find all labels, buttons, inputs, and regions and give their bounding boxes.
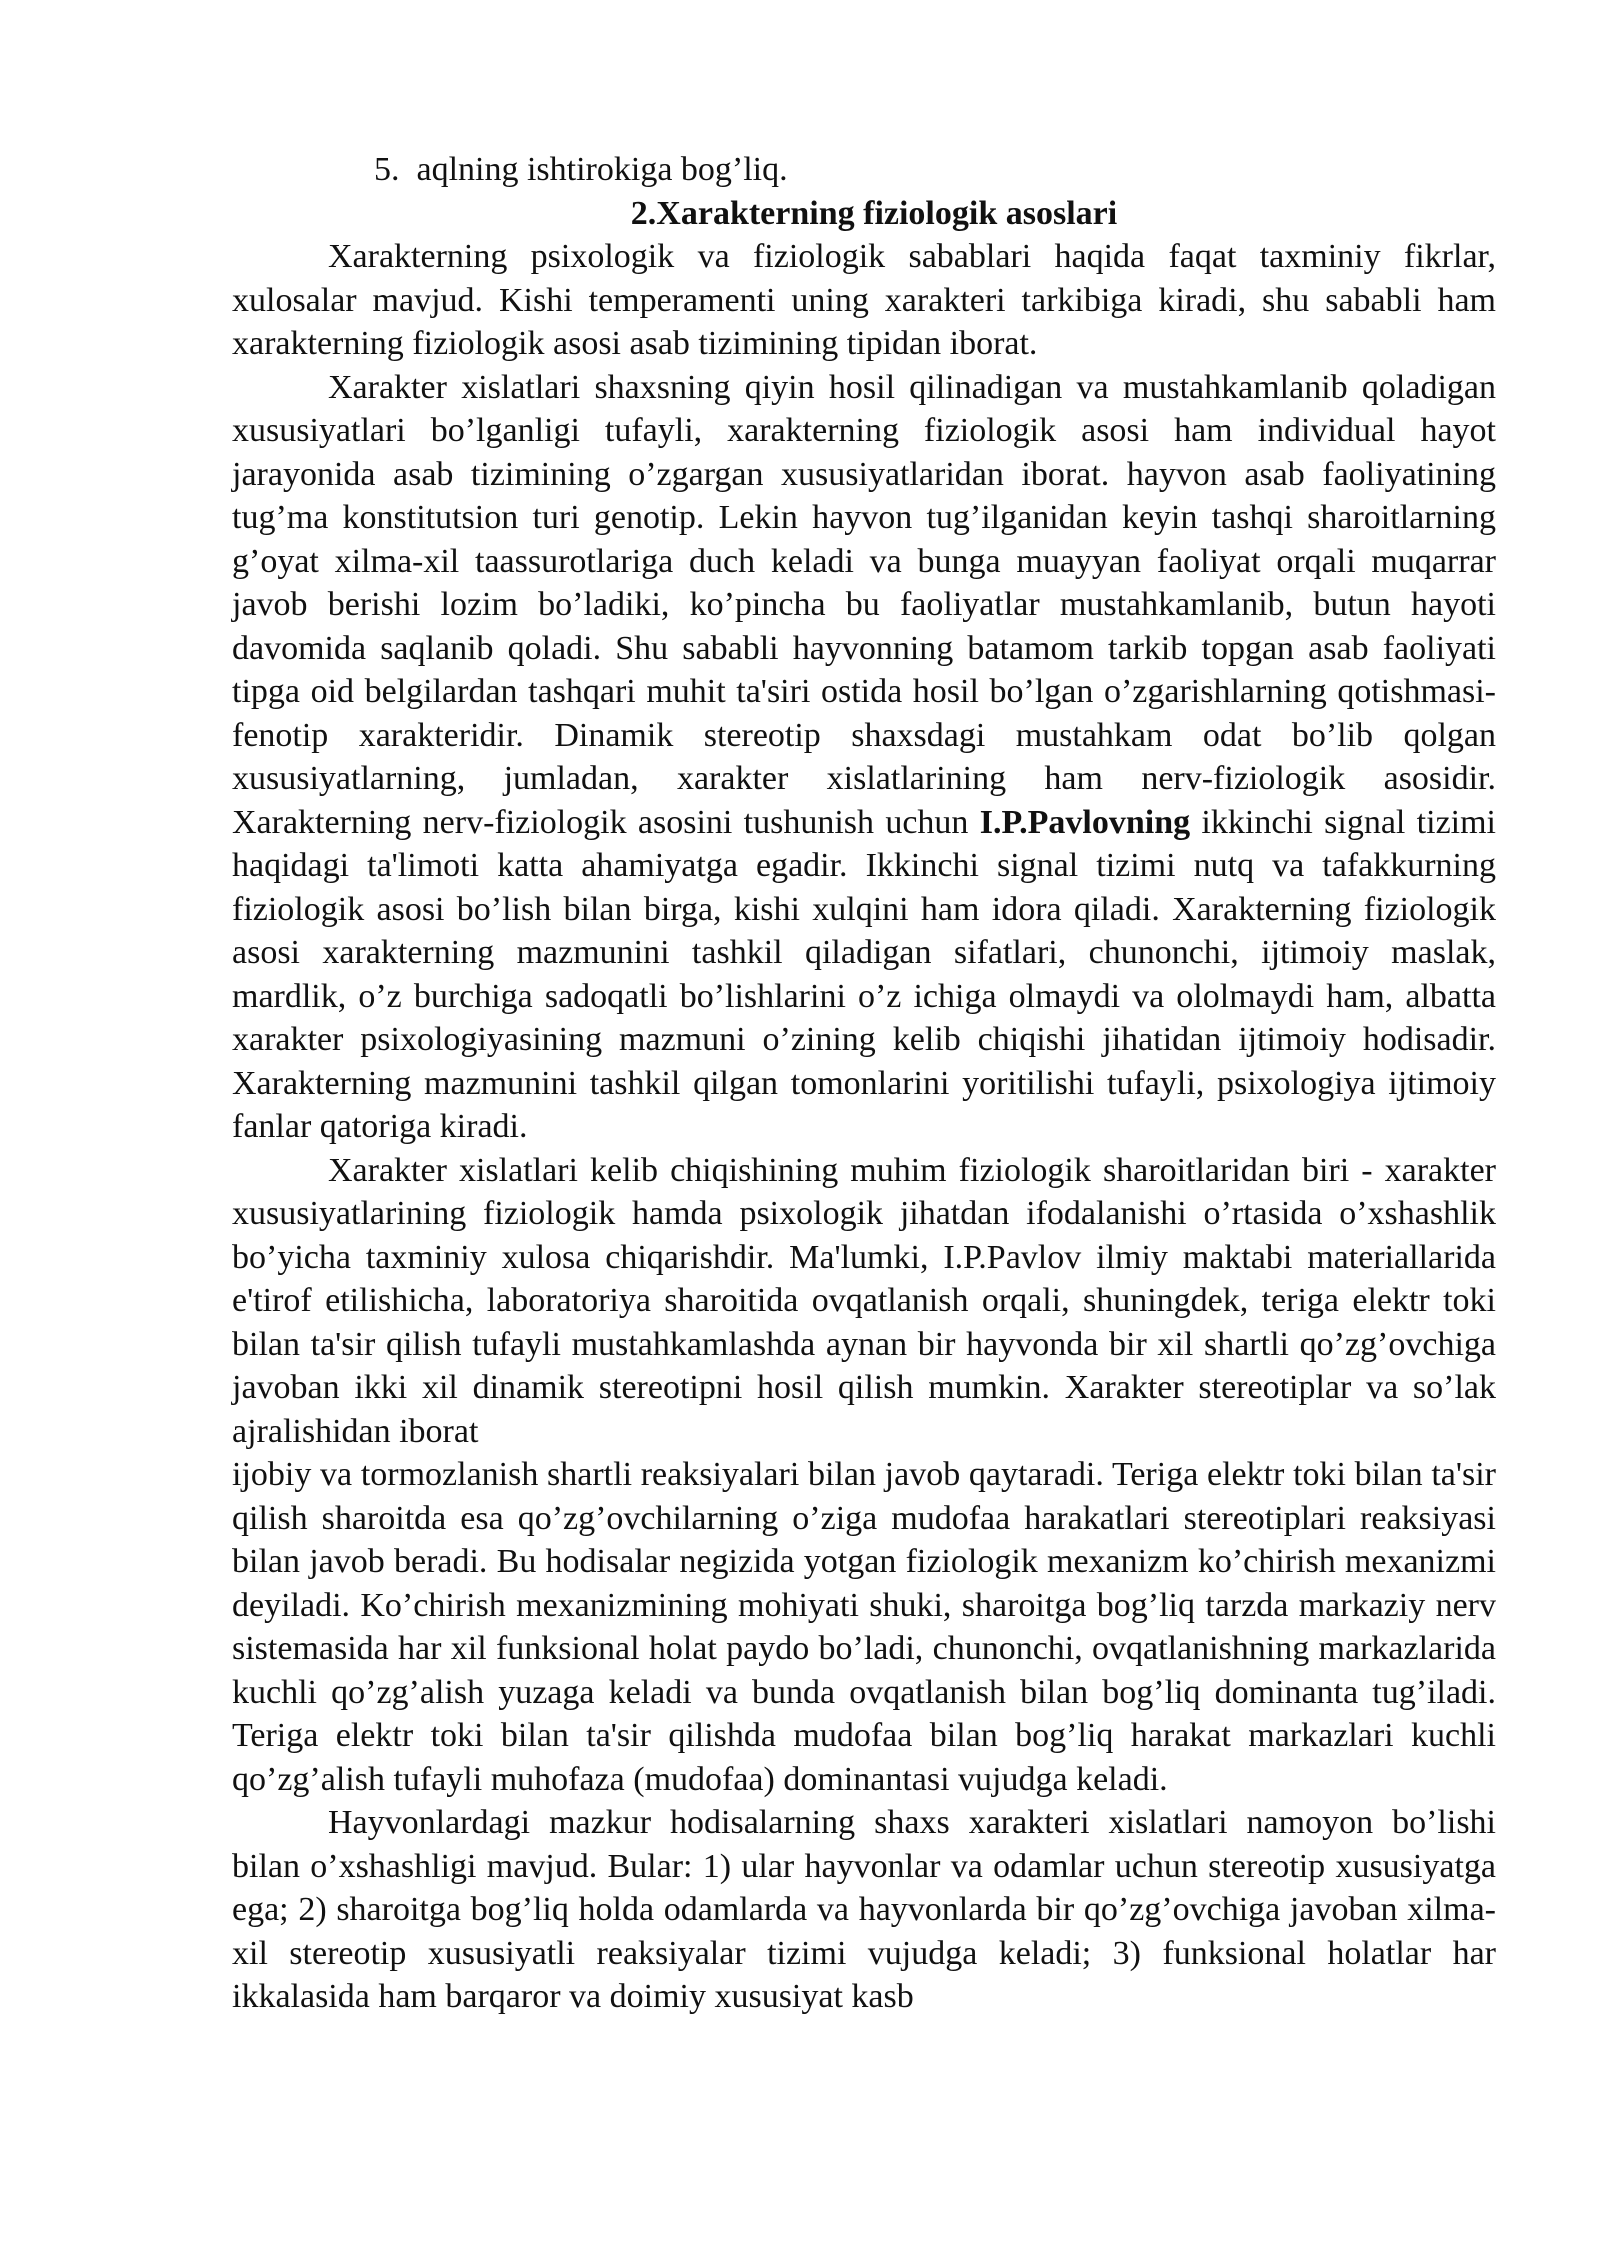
list-item bbox=[232, 148, 1496, 192]
paragraph-5: Hayvonlardagi mazkur hodisalarning shaxs xarakteri xislatlari namoyon bo’lishi bilan o’xshashligi mavjud. Bular: 1) ular hayvonlar va odamlar uchun stereotip xususiyatga ega; 2) sharoitga bog’liq holda odamlarda va hayvonlarda bir qo’zg’ovchiga javoban xilma-xil stereotip xususiyatli reaksiyalar tizimi vujudga keladi; 3) funksional holatlar har ikkalasida ham barqaror va doimiy xususiyat kasb bbox=[232, 1804, 1496, 2015]
paragraph-2-text-a: Xarakter xislatlari shaxsning qiyin hosil qilinadigan va mustahkamlanib qoladigan xususiyatlari bo’lganligi tufayli, xarakterning fiziologik asosi ham individual hayot jarayonida asab tizimining o’zgargan xususiyatlaridan iborat. hayvon asab faoliyatining tug’ma konstitutsion turi genotip. Lekin hayvon tug’ilganidan keyin tashqi sharoitlarning g’oyat xilma-xil taassurotlariga duch keladi va bunga muayyan faoliyat orqali muqarrar javob berishi lozim bo’ladiki, ko’pincha bu faoliyatlar mustahkamlanib, butun hayoti davomida saqlanib qoladi. Shu sababli hayvonning batamom tarkib topgan asab faoliyati tipga oid belgilardan tashqari muhit ta'siri ostida hosil bo’lgan o’zgarishlarning qotishmasi-fenotip xarakteridir. Dinamik stereotip shaxsdagi mustahkam odat bo’lib qolgan xususiyatlarning, jumladan, xarakter xislatlarining ham nerv-fiziologik asosidir. Xarakterning nerv-fiziologik asosini tushunish uchun bbox=[232, 368, 1496, 841]
paragraph-2-text-b: ikkinchi signal tizimi haqidagi ta'limoti katta ahamiyatga egadir. Ikkinchi signal tizimi nutq va tafakkurning fiziologik asosi bo’lish bilan birga, kishi xulqini ham idora qiladi. Xarakterning fiziologik asosi xarakterning mazmunini tashkil qiladigan sifatlari, chunonchi, ijtimoiy maslak, mardlik, o’z burchiga sadoqatli bo’lishlarini o’z ichiga olmaydi va ololmaydi ham, albatta xarakter psixologiyasining mazmuni o’zining kelib chiqishi jihatidan ijtimoiy hodisadir. Xarakterning mazmunini tashkil qilgan tomonlarini yoritilishi tufayli, psixologiya ijtimoiy fanlar qatoriga kiradi. bbox=[232, 803, 1497, 1145]
list-item-text: aqlning ishtirokiga bog’liq. bbox=[416, 151, 788, 188]
paragraph-4: ijobiy va tormozlanish shartli reaksiyalari bilan javob qaytaradi. Teriga elektr toki bilan ta'sir qilish sharoitda esa qo’zg’ovchilarning o’ziga mudofaa harakatlari stereotiplari reaksiyasi bilan javob beradi. Bu hodisalar negizida yotgan fiziologik mexanizm ko’chirish mexanizmi deyiladi. Ko’chirish mexanizmining mohiyati shuki, sharoitga bog’liq tarzda markaziy nerv sistemasida har xil funksional holat paydo bo’ladi, chunonchi, ovqatlanishning markazlarida kuchli qo’zg’alish yuzaga keladi va bunda ovqatlanish bilan bog’liq dominanta tug’iladi. Teriga elektr toki bilan ta'sir qilishda mudofaa bilan bog’liq harakat markazlari kuchli qo’zg’alish tufayli muhofaza (mudofaa) dominantasi vujudga keladi. bbox=[232, 1456, 1496, 1798]
paragraph-3: Xarakter xislatlari kelib chiqishining muhim fiziologik sharoitlaridan biri - xarakter xususiyatlarining fiziologik hamda psixologik jihatdan ifodalanishi o’rtasida o’xshashlik bo’yicha taxminiy xulosa chiqarishdir. Ma'lumki, I.P.Pavlov ilmiy maktabi materiallarida e'tirof etilishicha, laboratoriya sharoitida ovqatlanish orqali, shuningdek, teriga elektr toki bilan ta'sir qilish tufayli mustahkamlashda aynan bir hayvonda bir xil shartli qo’zg’ovchiga javoban ikki xil dinamik stereotipni hosil qilish mumkin. Xarakter stereotiplar va so’lak ajralishidan iborat bbox=[232, 1151, 1496, 1450]
section-heading: 2.Xarakterning fiziologik asoslari bbox=[630, 194, 1118, 232]
paragraph-2 bbox=[232, 366, 1496, 1149]
bold-name: I.P.Pavlovning bbox=[979, 803, 1191, 841]
list-item-number: 5. bbox=[374, 151, 400, 188]
document-page bbox=[232, 148, 1496, 2019]
paragraph-1: Xarakterning psixologik va fiziologik sabablari haqida faqat taxminiy fikrlar, xulosalar mavjud. Kishi temperamenti uning xarakteri tarkibiga kiradi, shu sababli ham xarakterning fiziologik asosi asab tizimining tipidan iborat. bbox=[232, 238, 1496, 362]
